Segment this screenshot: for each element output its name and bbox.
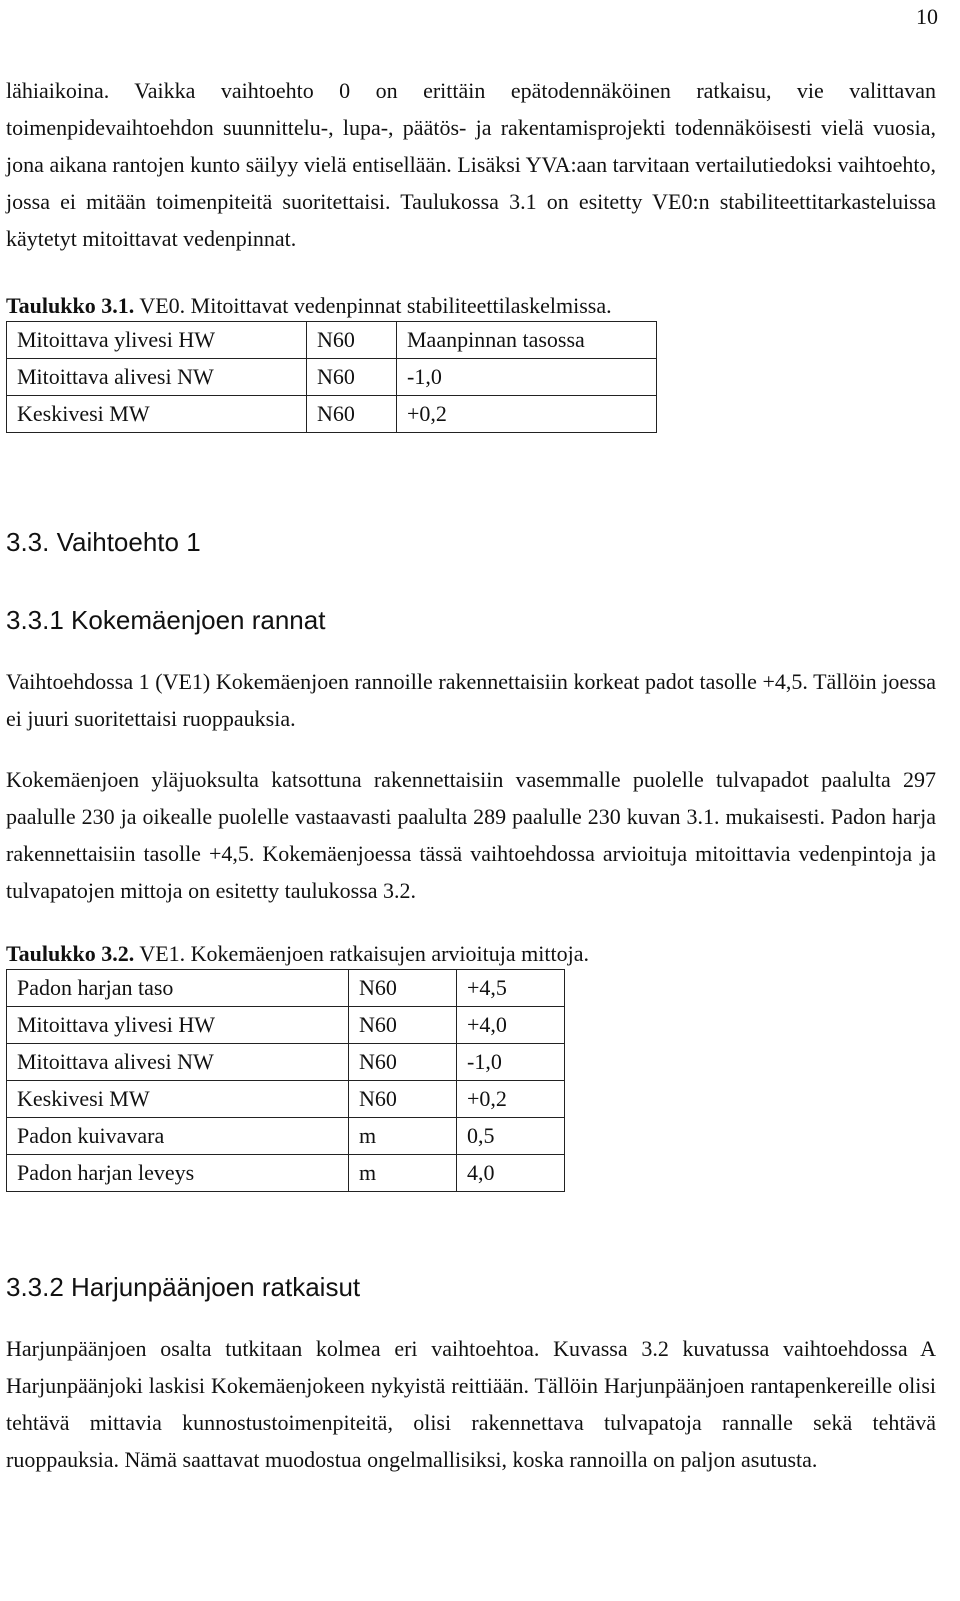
intro-paragraph: lähiaikoina. Vaikka vaihtoehto 0 on erittäin epätodennäköinen ratkaisu, vie valittavan toimenpidevaihtoehdon suunnittelu-, lupa-, päätös- ja rakentamisprojekti todennäköisesti vielä vuosia, jona aikana rantojen kunto säilyy vielä entisellään. Lisäksi YVA:aan tarvitaan vertailutiedoksi vaihtoehto, jossa ei mitään toimenpiteitä suoritettaisi. Taulukossa 3.1 on esitetty VE0:n stabiliteettitarkasteluissa käytetyt mitoittavat vedenpinnat. bbox=[6, 78, 936, 251]
table-3-1 bbox=[6, 321, 657, 433]
table-row bbox=[7, 359, 657, 396]
table1-caption bbox=[6, 291, 936, 321]
table-cell: +0,2 bbox=[457, 1081, 565, 1118]
table-cell: +0,2 bbox=[397, 396, 657, 433]
table-cell: N60 bbox=[349, 970, 457, 1007]
table-cell: 4,0 bbox=[457, 1155, 565, 1192]
table-row bbox=[7, 396, 657, 433]
section-heading-3-3-1: 3.3.1 Kokemäenjoen rannat bbox=[6, 605, 326, 635]
table-3-2 bbox=[6, 969, 565, 1192]
table-cell: Padon kuivavara bbox=[7, 1118, 349, 1155]
table2-caption bbox=[6, 939, 936, 969]
table-row bbox=[7, 1007, 565, 1044]
table-row bbox=[7, 1081, 565, 1118]
table-cell: +4,5 bbox=[457, 970, 565, 1007]
table-cell: N60 bbox=[307, 396, 397, 433]
table-cell: m bbox=[349, 1118, 457, 1155]
table-row bbox=[7, 1118, 565, 1155]
table-cell: Mitoittava ylivesi HW bbox=[7, 1007, 349, 1044]
table-cell: -1,0 bbox=[397, 359, 657, 396]
table-row bbox=[7, 970, 565, 1007]
table-cell: Mitoittava alivesi NW bbox=[7, 359, 307, 396]
document-body bbox=[6, 72, 936, 1478]
table-cell: Padon harjan taso bbox=[7, 970, 349, 1007]
table-cell: +4,0 bbox=[457, 1007, 565, 1044]
table-cell: -1,0 bbox=[457, 1044, 565, 1081]
table2-label: Taulukko 3.2. bbox=[6, 941, 135, 966]
table-cell: Mitoittava ylivesi HW bbox=[7, 322, 307, 359]
table-cell: Padon harjan leveys bbox=[7, 1155, 349, 1192]
section-heading-3-3: 3.3. Vaihtoehto 1 bbox=[6, 527, 201, 557]
page-number: 10 bbox=[916, 4, 938, 29]
table-cell: N60 bbox=[349, 1044, 457, 1081]
table-cell: N60 bbox=[349, 1007, 457, 1044]
table-cell: Keskivesi MW bbox=[7, 396, 307, 433]
table-row bbox=[7, 1155, 565, 1192]
table2-caption-text: VE1. Kokemäenjoen ratkaisujen arvioituja mittoja. bbox=[134, 941, 589, 966]
table1-label: Taulukko 3.1. bbox=[6, 293, 135, 318]
harjunpaa-paragraph: Harjunpäänjoen osalta tutkitaan kolmea eri vaihtoehtoa. Kuvassa 3.2 kuvatussa vaihtoehdossa A Harjunpäänjoki laskisi Kokemäenjokeen nykyistä reittiään. Tällöin Harjunpäänjoen rantapenkereille olisi tehtävä mittavia kunnostustoimenpiteitä, olisi rakennettava tulvapatoja rannalle sekä tehtävä ruoppauksia. Nämä saattavat muodostua ongelmallisiksi, koska rannoilla on paljon asutusta. bbox=[6, 1336, 936, 1472]
table-cell: 0,5 bbox=[457, 1118, 565, 1155]
table-cell: N60 bbox=[349, 1081, 457, 1118]
table-cell: Maanpinnan tasossa bbox=[397, 322, 657, 359]
table-cell: N60 bbox=[307, 322, 397, 359]
table-row bbox=[7, 322, 657, 359]
table1-caption-text: VE0. Mitoittavat vedenpinnat stabiliteettilaskelmissa. bbox=[134, 293, 612, 318]
table-cell: N60 bbox=[307, 359, 397, 396]
table-cell: Mitoittava alivesi NW bbox=[7, 1044, 349, 1081]
table-cell: m bbox=[349, 1155, 457, 1192]
section-heading-3-3-2: 3.3.2 Harjunpäänjoen ratkaisut bbox=[6, 1272, 361, 1302]
ve1-paragraph-2: Kokemäenjoen yläjuoksulta katsottuna rakennettaisiin vasemmalle puolelle tulvapadot paalulta 297 paalulle 230 ja oikealle puolelle vastaavasti paalulta 289 paalulle 230 kuvan 3.1. mukaisesti. Padon harja rakennettaisiin tasolle +4,5. Kokemäenjoessa tässä vaihtoehdossa arvioituja mitoittavia vedenpintoja ja tulvapatojen mittoja on esitetty taulukossa 3.2. bbox=[6, 767, 936, 903]
ve1-paragraph-1: Vaihtoehdossa 1 (VE1) Kokemäenjoen rannoille rakennettaisiin korkeat padot tasolle +4,5. Tällöin joessa ei juuri suoritettaisi ruoppauksia. bbox=[6, 669, 936, 731]
table-cell: Keskivesi MW bbox=[7, 1081, 349, 1118]
table-row bbox=[7, 1044, 565, 1081]
